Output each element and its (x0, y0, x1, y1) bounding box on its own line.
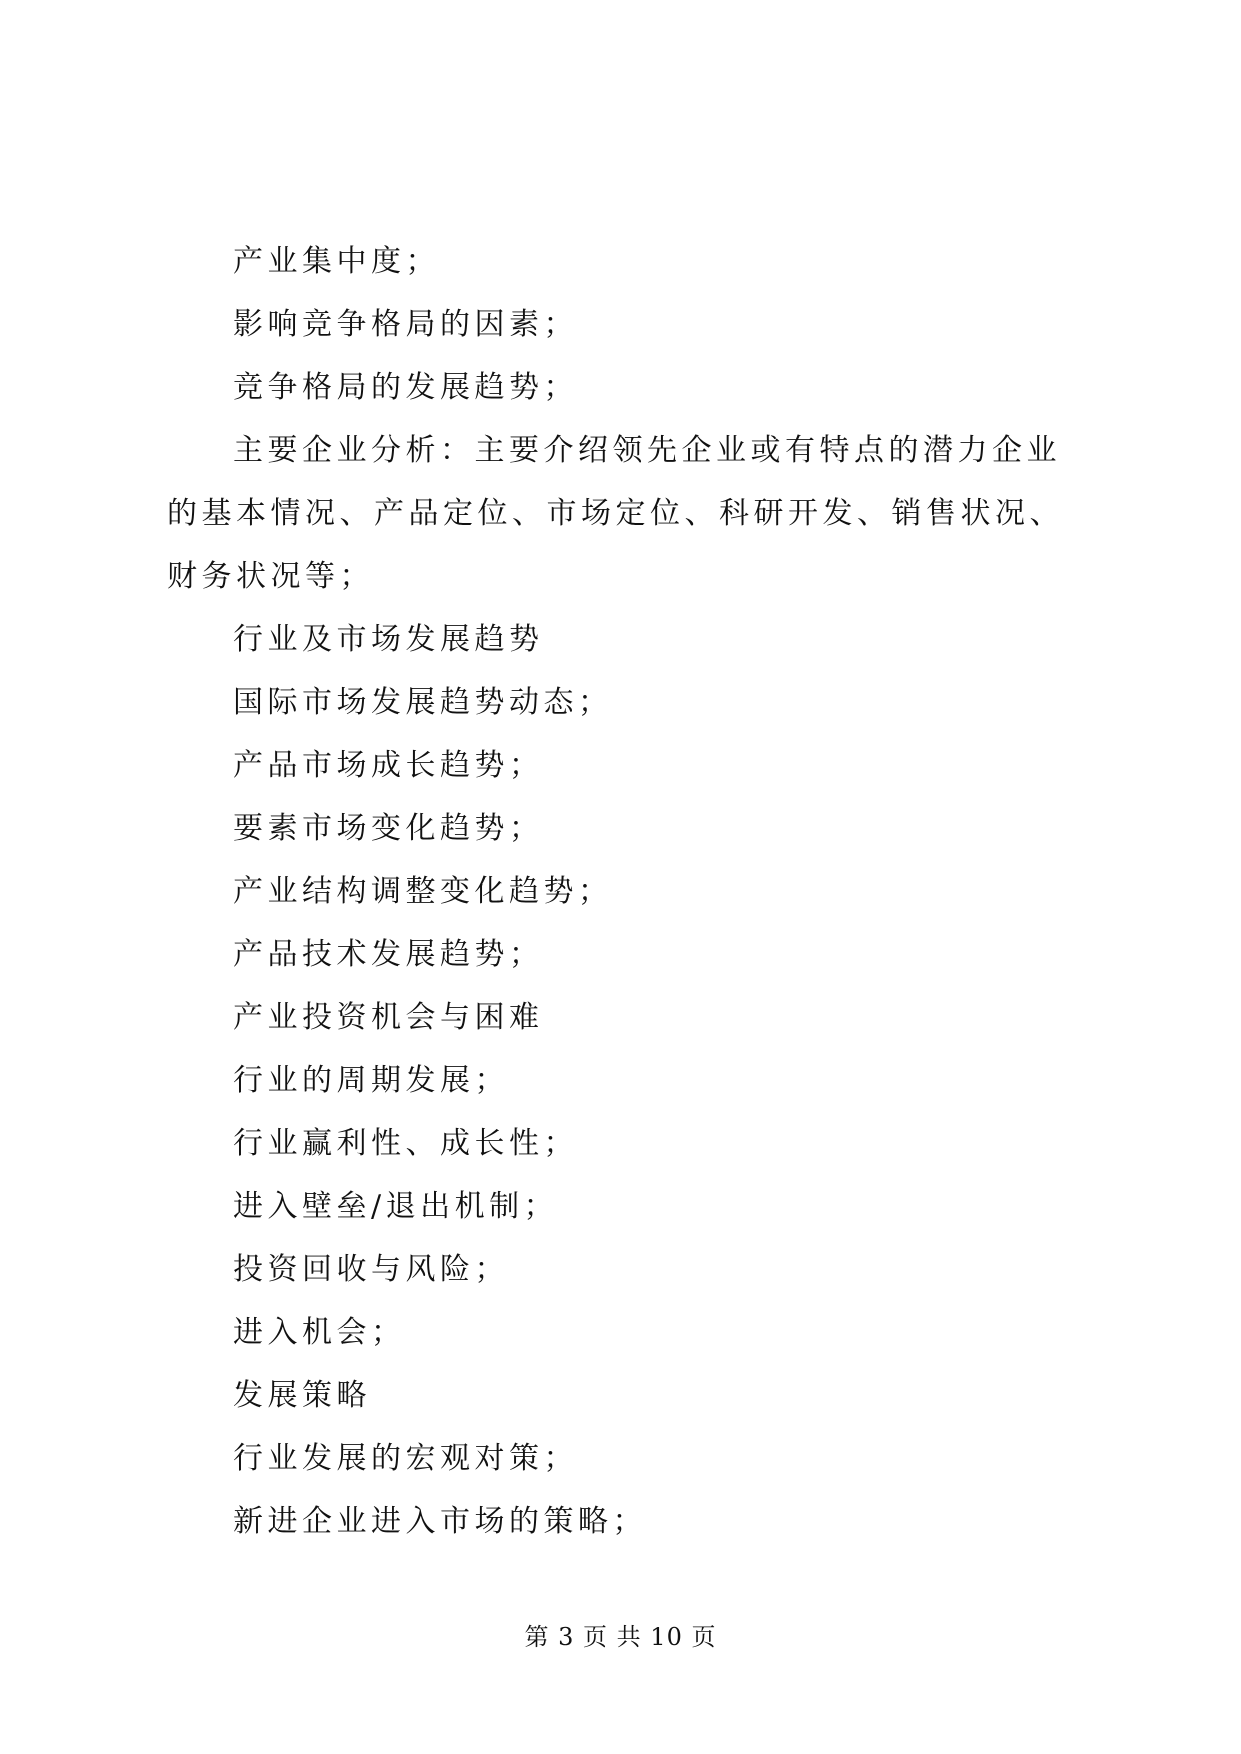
paragraph: 行业发展的宏观对策； (233, 1441, 578, 1476)
paragraph: 要素市场变化趋势； (233, 811, 544, 846)
section-heading: 发展策略 (233, 1378, 371, 1413)
paragraph: 行业赢利性、成长性； (233, 1126, 578, 1161)
paragraph: 产品技术发展趋势； (233, 937, 544, 972)
section-heading: 行业及市场发展趋势 (233, 622, 544, 657)
paragraph: 进入壁垒/退出机制； (233, 1189, 559, 1224)
paragraph: 影响竞争格局的因素； (233, 307, 578, 342)
paragraph: 主要企业分析：主要介绍领先企业或有特点的潜力企业的基本情况、产品定位、市场定位、科研开发、销售状况、财务状况等； (167, 433, 1064, 594)
paragraph: 产业集中度； (233, 244, 440, 279)
paragraph: 产业结构调整变化趋势； (233, 874, 613, 909)
paragraph: 国际市场发展趋势动态； (233, 685, 613, 720)
paragraph: 行业的周期发展； (233, 1063, 509, 1098)
paragraph: 投资回收与风险； (233, 1252, 509, 1287)
document-body (167, 230, 1087, 1553)
paragraph: 竞争格局的发展趋势； (233, 370, 578, 405)
paragraph: 进入机会； (233, 1315, 406, 1350)
section-heading: 产业投资机会与困难 (233, 1000, 544, 1035)
page-number-footer: 第 3 页 共 10 页 (524, 1623, 717, 1651)
paragraph: 产品市场成长趋势； (233, 748, 544, 783)
paragraph: 新进企业进入市场的策略； (233, 1504, 647, 1539)
